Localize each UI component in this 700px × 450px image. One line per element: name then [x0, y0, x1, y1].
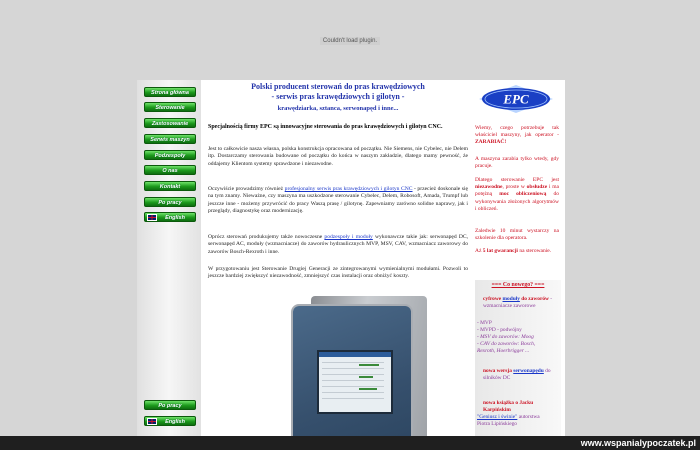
modules-link[interactable]: moduły — [502, 296, 520, 302]
paragraph-3: Oprócz sterowań produkujemy także nowoczesne podzespoły i moduły wykonawcze takie jak: serwonapęd DC, serwonapęd AC, moduły (wzmacniacze) do zaworów hydraulicznych MVP, MSV, CAV, wzmacniacz zaworowy do zaworów Bosch-Rexroth i inne. — [208, 234, 468, 255]
nav-usage-button[interactable]: Zastosowanie — [144, 118, 196, 128]
main-content — [205, 80, 471, 436]
sidebar-nav — [137, 80, 201, 436]
svg-text:EPC: EPC — [503, 91, 529, 107]
news-item-modules: cyfrowe moduły do zaworów - wzmacniacze zaworowe — [483, 296, 553, 309]
book-link[interactable]: "Geniusz i świnie" — [477, 414, 518, 420]
nav-contact-button[interactable]: Kontakt — [144, 181, 196, 191]
news-item-modules-list: - MVP - MVPD - podwójny - MSV do zaworów: Moog - CAV do zaworów: Bosch, Rexroth, Hoerbrigger ... — [477, 320, 536, 354]
right-column — [473, 80, 565, 436]
news-item-servo: nowa wersja serwonapędu do silników DC — [483, 368, 551, 381]
news-box — [475, 280, 561, 436]
right-text-4: Zaledwie 10 minut wystarczy na szkolenie dla operatora. — [475, 228, 559, 242]
controller-device-image — [293, 296, 433, 436]
components-link[interactable]: podzespoły i moduły — [324, 234, 373, 240]
paragraph-1: Jest to całkowicie nasza własna, polska konstrukcja opracowana od początku. Nie Siemens, nie Cybelec, nie Delem itp. Dostarczamy sterowania budowane od początku do końca w naszym zakładzie, dlatego mamy pewność, że oddajemy Klientom systemy sprawdzone i niezawodne. — [208, 146, 468, 167]
page-container — [137, 80, 565, 436]
paragraph-4: W przygotowaniu jest Sterowanie Drugiej Generacji ze zintegrowanymi wymienialnymi modułami. Pozwoli to jeszcze bardziej zwiększyć niezawodność, zmniejszyć czas instalacji oraz obniżyć koszty. — [208, 266, 468, 280]
watermark-bar — [0, 436, 700, 450]
service-link[interactable]: profesjonalny serwis pras krawędziowych i gilotyn CNC — [284, 186, 413, 192]
news-title[interactable]: === Co nowego? === — [491, 282, 545, 288]
device-screen — [317, 350, 393, 414]
uk-flag-icon — [147, 418, 157, 425]
right-text-2: A maszyna zarabia tylko wtedy, gdy pracuje. — [475, 156, 559, 170]
nav-after-work-button-bottom[interactable]: Po pracy — [144, 400, 196, 410]
nav-service-button[interactable]: Serwis maszyn — [144, 134, 196, 144]
news-item-book: nowa książka o Jacku Karpińskim — [483, 400, 534, 413]
nav-after-work-button[interactable]: Po pracy — [144, 197, 196, 207]
nav-english-button-bottom[interactable]: English — [144, 416, 196, 426]
uk-flag-icon — [147, 214, 157, 221]
nav-components-button[interactable]: Podzespoły — [144, 150, 196, 160]
watermark-text: www.wspanialypoczatek.pl — [580, 438, 696, 448]
nav-about-button[interactable]: O nas — [144, 165, 196, 175]
nav-english-button[interactable]: English — [144, 212, 196, 222]
servo-link[interactable]: serwonapędu — [513, 368, 544, 374]
right-text-1: Wiemy, czego potrzebuje tak właściciel maszyny, jak operator - ZARABIAĆ! — [475, 125, 559, 146]
page-title: Polski producent sterowań do pras krawędziowych - serwis pras krawędziowych i gilotyn - — [251, 82, 425, 101]
right-text-3: Dlatego sterowanie EPC jest niezawodne, proste w obsłudze i ma potężną moc obliczeniową do wykonywania złożonych algorytmów i obliczeń. — [475, 177, 559, 212]
nav-home-button[interactable]: Strona główna — [144, 87, 196, 97]
paragraph-2: Oczywiście prowadzimy również profesjonalny serwis pras krawędziowych i gilotyn CNC - przecież doskonale się na tym znamy. Nieważne, czy maszyna ma uszkodzone sterowanie Cybelec, Delem, Robosoft, Amada, Trumpf lub jeszcze inne - możemy przywrócić do pracy Waszą prasę / gilotynę. Zapewniamy zarówno solidne naprawy, jak i przeglądy, diagnostykę oraz modernizację. — [208, 186, 469, 215]
lead-text: Specjalnością firmy EPC są innowacyjne sterowania do pras krawędziowych i gilotyn CNC. — [208, 124, 443, 130]
news-item-book-title: "Geniusz i świnie" autorstwa Piotra Lipińskiego — [477, 414, 540, 427]
epc-logo — [477, 84, 555, 114]
page-subtitle: krawędziarka, sztanca, serwonapęd i inne... — [277, 105, 399, 112]
nav-control-button[interactable]: Sterowanie — [144, 102, 196, 112]
right-text-5: Aż 5 lat gwarancji na sterowanie. — [475, 248, 552, 254]
plugin-error: Couldn't load plugin. — [0, 38, 700, 44]
